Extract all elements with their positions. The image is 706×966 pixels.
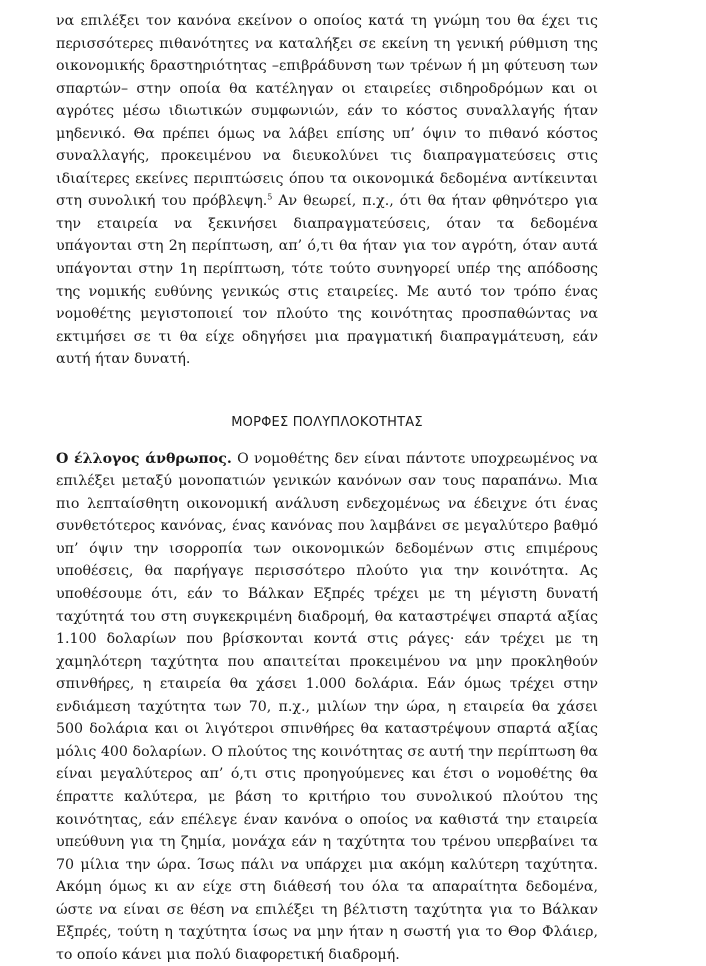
body-paragraph xyxy=(56,10,598,371)
paragraph-text: να επιλέξει τον κανόνα εκείνον ο οποίος κατά τη γνώμη του θα έχει τις περισσότερες πιθανότητες να καταλήξει σε εκείνη τη γενική ρύθμιση της οικονομικής δραστηριότητας –επιβράδυνση των τρένων ή μη φύτευση των σπαρτών– στην οποία θα κατέληγαν οι εταιρείες σιδηροδρόμων και οι αγρότες μέσω ιδιωτικών συμφωνιών, εάν το κόστος συναλλαγής ήταν μηδενικό. Θα πρέπει όμως να λάβει επίσης υπ’ όψιν το πιθανό κόστος συναλλαγής, προκειμένου να διευκολύνει τις διαπραγματεύσεις στις ιδιαίτερες εκείνες περιπτώσεις όπου τα οικονομικά δεδομένα αντίκεινται στη συνολική του πρόβλεψη. xyxy=(56,13,598,210)
run-in-heading: Ο έλλογος άνθρωπος. xyxy=(56,450,232,467)
footnote-marker[interactable]: 5 xyxy=(267,192,273,202)
document-page xyxy=(56,10,598,966)
body-paragraph xyxy=(56,448,598,966)
section-heading: ΜΟΡΦΕΣ ΠΟΛΥΠΛΟΚΟΤΗΤΑΣ xyxy=(231,414,423,430)
paragraph-text: Αν θεωρεί, π.χ., ότι θα ήταν φθηνότερο για την εταιρεία να ξεκινήσει διαπραγματεύσεις, όταν τα δεδομένα υπάγονται στη 2η περίπτωση, απ’ ό,τι θα ήταν για τον αγρότη, όταν αυτά υπάγονται στην 1η περίπτωση, τότε τούτο συνηγορεί υπέρ της απόδοσης της νομικής ευθύνης γενικώς στις εταιρείες. Με αυτό τον τρόπο ένας νομοθέτης μεγιστοποιεί τον πλούτο της κοινότητας προσπαθώντας να εκτιμήσει σε τι θα είχε οδηγήσει μια πραγματική διαπραγμάτευση, εάν αυτή ήταν δυνατή. xyxy=(56,193,598,368)
paragraph-text: Ο νομοθέτης δεν είναι πάντοτε υποχρεωμένος να επιλέξει μεταξύ μονοπατιών γενικών κανόνων σαν τους παραπάνω. Μια πιο λεπταίσθητη οικονομική ανάλυση ενδεχομένως να έδειχνε ότι ένας συνθετότερος κανόνας, ένας κανόνας που λαμβάνει σε μεγαλύτερο βαθμό υπ’ όψιν την ισορροπία των οικονομικών δεδομένων στις επιμέρους υποθέσεις, θα παρήγαγε περισσότερο πλούτο για την κοινότητα. Ας υποθέσουμε ότι, εάν το Βάλκαν Εξπρές τρέχει με τη μέγιστη δυνατή ταχύτητά του στη συγκεκριμένη διαδρομή, θα καταστρέψει σπαρτά αξίας 1.100 δολαρίων που βρίσκονται κοντά στις ράγες· εάν τρέχει με τη χαμηλότερη ταχύτητα που απαιτείται προκειμένου να μην προκληθούν σπινθήρες, η εταιρεία θα χάσει 1.000 δολάρια. Εάν όμως τρέχει στην ενδιάμεση ταχύτητα των 70, π.χ., μιλίων την ώρα, η εταιρεία θα χάσει 500 δολάρια και οι λιγότεροι σπινθήρες θα καταστρέψουν σπαρτά αξίας μόλις 400 δολαρίων. Ο πλούτος της κοινότητας σε αυτή την περίπτωση θα είναι μεγαλύτερος απ’ ό,τι στις προηγούμενες και έτσι ο νομοθέτης θα έπραττε καλύτερα, με βάση το κριτήριο του συνολικού πλούτου της κοινότητας, εάν επέλεγε έναν κανόνα ο οποίος να καθιστά την εταιρεία υπεύθυνη για τη ζημία, μονάχα εάν η ταχύτητα του τρένου υπερβαίνει τα 70 μίλια την ώρα. Ίσως πάλι να υπάρχει μια ακόμη καλύτερη ταχύτητα. Ακόμη όμως κι αν είχε στη διάθεσή του όλα τα απαραίτητα δεδομένα, ώστε να είναι σε θέση να επιλέξει τη βέλτιστη ταχύτητα για το Βάλκαν Εξπρές, τούτη η ταχύτητα ίσως να μην ήταν η σωστή για το Θορ Φλάιερ, το οποίο κάνει μια πολύ διαφορετική διαδρομή. xyxy=(56,450,598,963)
